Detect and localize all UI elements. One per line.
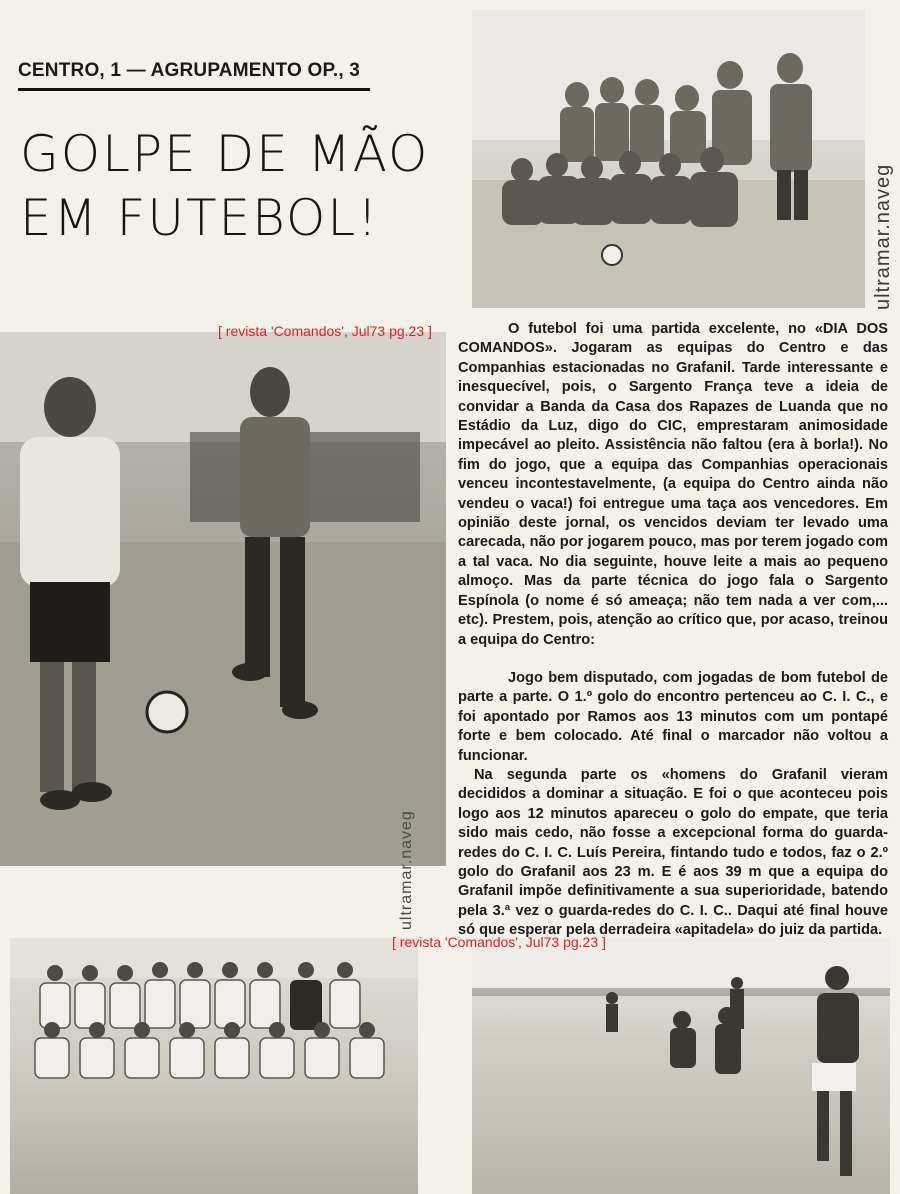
team-photo-top [472,10,865,308]
article-body [458,320,888,941]
headline-line-2: EM FUTEBOL! [20,189,380,247]
team-photo-bottom [10,938,418,1194]
source-caption-2: [ revista 'Comandos', Jul73 pg.23 ] [392,934,606,950]
source-caption-1: [ revista 'Comandos', Jul73 pg.23 ] [218,323,432,339]
headline [20,122,460,250]
handshake-photo [0,332,446,866]
headline-line-1: GOLPE DE MÃO [20,125,430,183]
watermark-right: ultramar.naveg [872,163,894,310]
article-paragraph-2: Jogo bem disputado, com jogadas de bom futebol de parte a parte. O 1.º golo do encontro pertenceu ao C. I. C., e foi apontado por Ramos aos 13 minutos com um pontapé forte e bem colocado. Até final o marcador não voltou a funcionar. [458,669,888,764]
watermark-middle: ultramar.naveg [398,810,415,930]
match-action-photo [472,938,890,1194]
article-paragraph-3: Na segunda parte os «homens do Grafanil vieram decididos a dominar a situação. E foi o que aconteceu pois logo aos 12 minutos apareceu o golo do empate, que teria sido mais cedo, não fosse a excepcional forma do guarda-redes do C. I. C. Luís Pereira, fintando tudo e todos, faz o 2.º golo do Grafanil aos 23 m. E é aos 39 m que a equipa do Grafanil impõe definitivamente a sua superioridade, batendo pela 3.ª vez o guarda-redes do C. I. C.. Daqui até final houve só que esperar pela derradeira «apitadela» do juiz da partida. [458,766,888,939]
article-kicker: CENTRO, 1 — AGRUPAMENTO OP., 3 [18,60,370,91]
article-paragraph-1: O futebol foi uma partida excelente, no «DIA DOS COMANDOS». Jogaram as equipas do Centro e das Companhias estacionadas no Grafanil. Tarde interessante e inesquecível, pois, o Sargento França teve a ideia de convidar a Banda da Casa dos Rapazes de Luanda que no Estádio da Luz, digo do CIC, emprestaram animosidade impecável ao pleito. Assistência não faltou (era à borla!). No fim do jogo, que a equipa das Companhias operacionais venceu incontestavelmente, (a equipa do Centro ainda não vendeu o vaca!) foi entregue uma taça aos vencedores. Em opinião deste jornal, os vencidos deviam ter levado uma carecada, não por jogarem pouco, mas por terem jogado com a tal vaca. No dia seguinte, houve leite a mais ao pequeno almoço. Mas da parte técnica do jogo fala o Sargento Espínola (o nome é só ameaça; não tem nada a ver com,... etc). Prestem, pois, atenção ao crítico que, por acaso, treinou a equipa do Centro: [458,321,888,648]
